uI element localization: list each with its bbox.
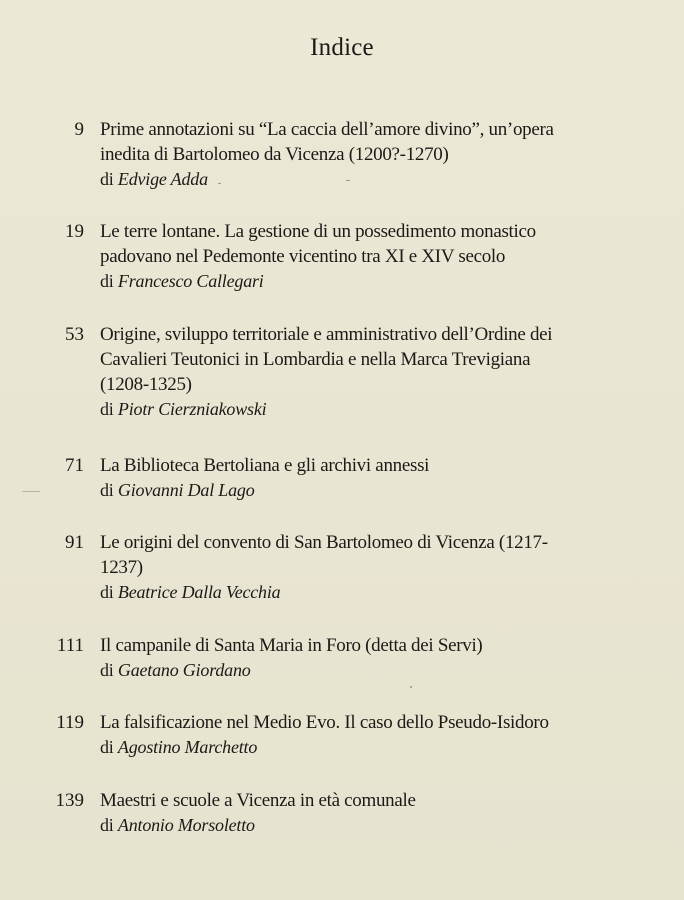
entry-title [100, 322, 640, 397]
page-title: Indice [310, 34, 374, 61]
entry-author [100, 813, 640, 838]
entry-page-number: 91 [65, 532, 84, 553]
entry-title-line: Prime annotazioni su “La caccia dell’amore divino”, un’opera [100, 119, 554, 140]
entry-title-line: Cavalieri Teutonici in Lombardia e nella Marca Trevigiana [100, 349, 531, 370]
entry-title-line: La Biblioteca Bertoliana e gli archivi annessi [100, 455, 430, 476]
entry-page-number: 9 [74, 119, 84, 140]
entry-title [100, 453, 640, 478]
entry-author [100, 735, 640, 760]
author-prefix: di [100, 169, 114, 189]
entry-body [100, 117, 640, 192]
author-name: Giovanni Dal Lago [117, 480, 255, 500]
entry-title [100, 530, 640, 580]
author-name: Agostino Marchetto [117, 737, 258, 757]
entry-title-line: 1237) [100, 557, 143, 578]
author-name: Piotr Cierzniakowski [117, 399, 267, 419]
entry-author [100, 658, 640, 683]
entry-title-line: inedita di Bartolomeo da Vicenza (1200?-1270) [100, 144, 449, 165]
author-name: Antonio Morsoletto [117, 815, 255, 835]
entry-author [100, 397, 640, 422]
entry-title-line: La falsificazione nel Medio Evo. Il caso dello Pseudo-Isidoro [100, 712, 549, 733]
entry-page-number: 111 [56, 635, 84, 656]
entry-author [100, 478, 640, 503]
entry-body [100, 530, 640, 605]
entry-body [100, 710, 640, 760]
entry-page-number: 53 [65, 324, 84, 345]
author-prefix: di [100, 582, 114, 602]
entry-page-number: 19 [65, 221, 84, 242]
entry-body [100, 788, 640, 838]
author-name: Edvige Adda [117, 169, 208, 189]
paper-speck [22, 491, 40, 492]
entry-body [100, 219, 640, 294]
entry-title-line: Maestri e scuole a Vicenza in età comunale [100, 790, 416, 811]
entry-body [100, 633, 640, 683]
entry-author [100, 580, 640, 605]
entry-title [100, 710, 640, 735]
entry-title [100, 788, 640, 813]
entry-title [100, 117, 640, 167]
entry-title-line: Il campanile di Santa Maria in Foro (detta dei Servi) [100, 635, 483, 656]
entry-page-number: 71 [65, 455, 84, 476]
author-prefix: di [100, 399, 114, 419]
author-prefix: di [100, 480, 114, 500]
author-prefix: di [100, 271, 114, 291]
author-prefix: di [100, 660, 114, 680]
entry-title [100, 219, 640, 269]
paper-speck [218, 183, 221, 184]
author-name: Gaetano Giordano [117, 660, 251, 680]
entry-title-line: Le terre lontane. La gestione di un possedimento monastico [100, 221, 536, 242]
entry-title-line: Le origini del convento di San Bartolomeo di Vicenza (1217- [100, 532, 548, 553]
entry-title-line: Origine, sviluppo territoriale e amministrativo dell’Ordine dei [100, 324, 553, 345]
paper-speck [346, 180, 350, 181]
author-prefix: di [100, 815, 114, 835]
author-name: Beatrice Dalla Vecchia [117, 582, 281, 602]
entry-page-number: 119 [56, 712, 84, 733]
entry-title-line: (1208-1325) [100, 374, 192, 395]
entry-page-number: 139 [55, 790, 84, 811]
author-name: Francesco Callegari [117, 271, 264, 291]
entry-title-line: padovano nel Pedemonte vicentino tra XI e XIV secolo [100, 246, 506, 267]
entry-title [100, 633, 640, 658]
author-prefix: di [100, 737, 114, 757]
entry-body [100, 453, 640, 503]
entry-author [100, 167, 640, 192]
paper-speck [410, 686, 412, 688]
entry-body [100, 322, 640, 422]
entry-author [100, 269, 640, 294]
